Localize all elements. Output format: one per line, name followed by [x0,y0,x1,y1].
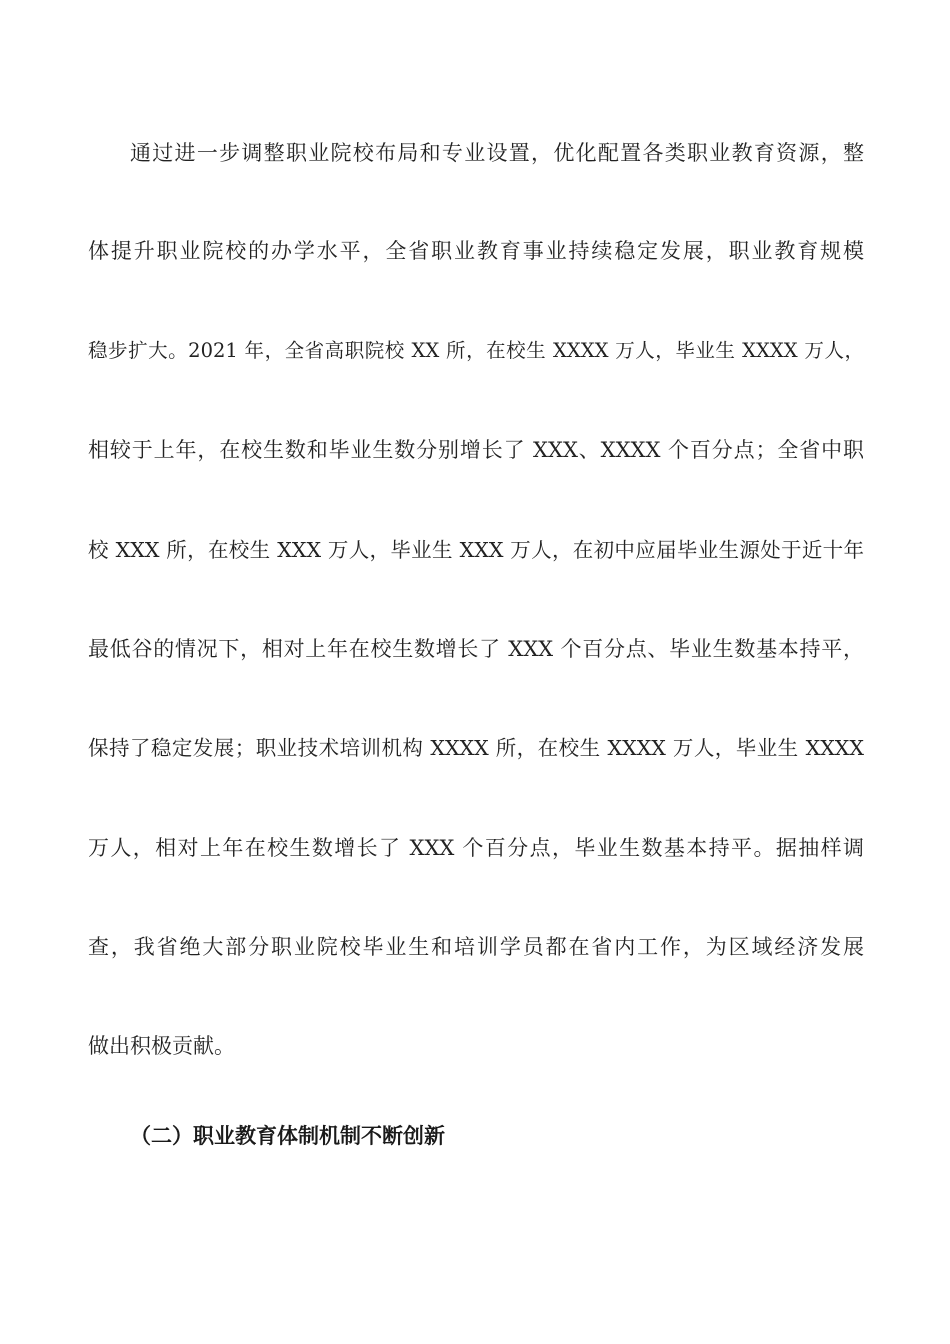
paragraph-line: 查，我省绝大部分职业院校毕业生和培训学员都在省内工作，为区域经济发展 [88,935,864,959]
paragraph-line: 体提升职业院校的办学水平，全省职业教育事业持续稳定发展，职业教育规模 [88,239,864,263]
paragraph-line: 通过进一步调整职业院校布局和专业设置，优化配置各类职业教育资源，整 [130,141,864,165]
paragraph-line: 稳步扩大。2021 年，全省高职院校 XX 所，在校生 XXXX 万人，毕业生 XXXX 万人， [88,339,864,362]
paragraph-line: 保持了稳定发展；职业技术培训机构 XXXX 所，在校生 XXXX 万人，毕业生 XXXX [88,736,864,760]
paragraph-line: 相较于上年，在校生数和毕业生数分别增长了 XXX、XXXX 个百分点；全省中职 [88,438,864,462]
paragraph-line: 最低谷的情况下，相对上年在校生数增长了 XXX 个百分点、毕业生数基本持平， [88,637,864,661]
paragraph-line: 做出积极贡献。 [88,1034,235,1058]
paragraph-line: 万人，相对上年在校生数增长了 XXX 个百分点，毕业生数基本持平。据抽样调 [88,836,864,860]
section-heading: （二）职业教育体制机制不断创新 [130,1124,445,1148]
paragraph-line: 校 XXX 所，在校生 XXX 万人，毕业生 XXX 万人，在初中应届毕业生源处于近十年 [88,538,864,562]
